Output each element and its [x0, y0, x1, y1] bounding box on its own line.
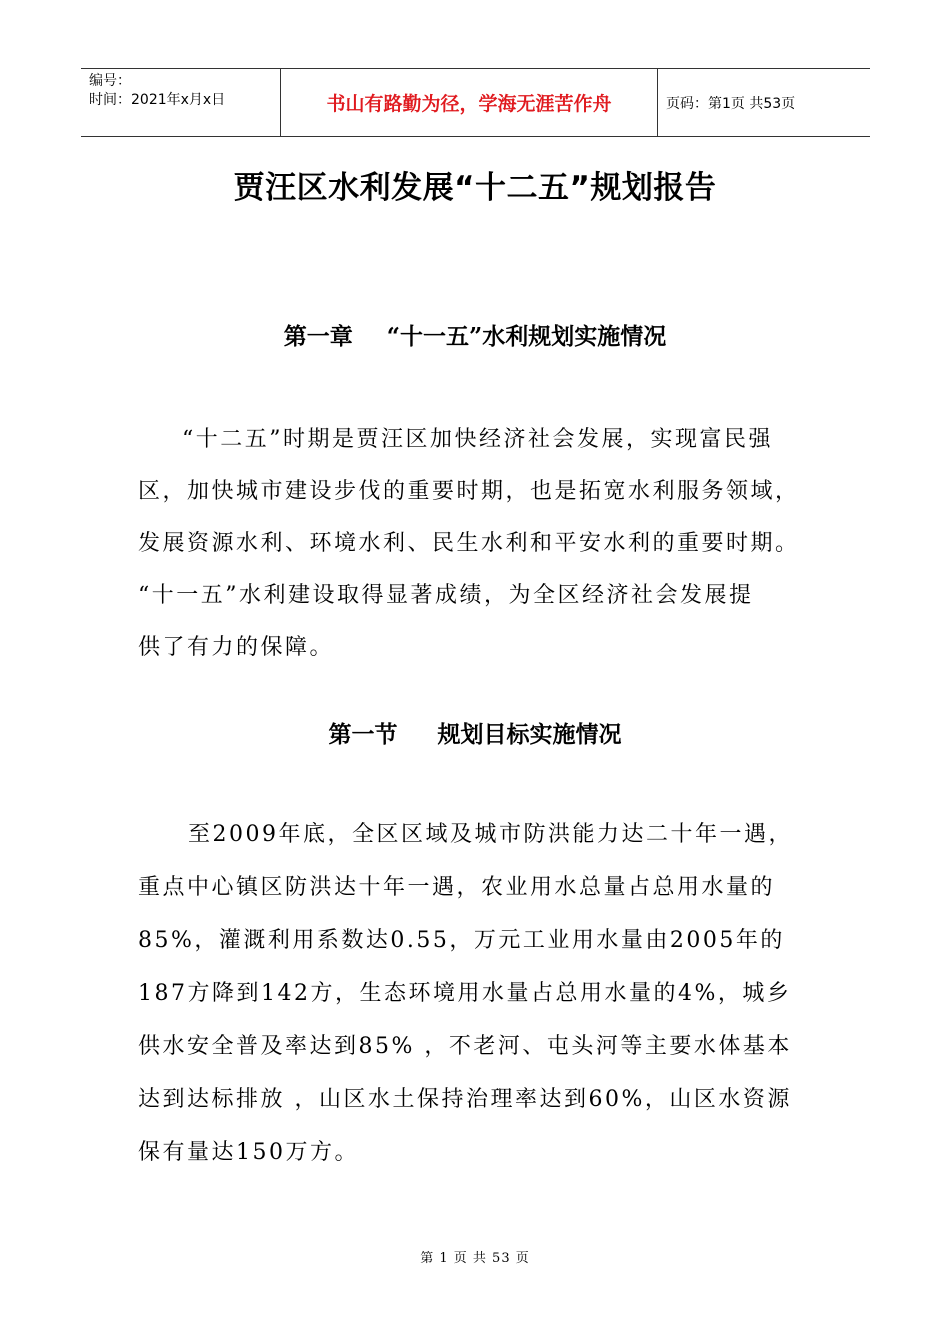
- chapter-title: “十一五”水利规划实施情况: [386, 323, 667, 350]
- paragraph-targets: [138, 808, 814, 1179]
- paragraph-line: 85%，灌溉利用系数达0.55，万元工业用水量由2005年的: [138, 928, 785, 953]
- motto-text: 书山有路勤为径，学海无涯苦作舟: [326, 93, 612, 115]
- paragraph-intro: [138, 414, 814, 674]
- paragraph-line: 供水安全普及率达到85% ，不老河、屯头河等主要水体基本: [138, 1034, 792, 1059]
- paragraph-line: 187方降到142方，生态环境用水量占总用水量的4%，城乡: [138, 981, 792, 1006]
- page-info: 页码：第1页 共53页: [666, 95, 796, 112]
- section-title: 规划目标实施情况: [437, 721, 622, 748]
- header-meta-cell: [81, 69, 281, 136]
- section-heading: [0, 716, 950, 749]
- paragraph-line: “十二五”时期是贾汪区加快经济社会发展，实现富民强: [182, 427, 773, 452]
- section-number: 第一节: [328, 721, 398, 748]
- chapter-number: 第一章: [283, 323, 353, 350]
- header-page-cell: [658, 69, 870, 136]
- number-label: 编号：: [89, 73, 131, 89]
- paragraph-line: 达到达标排放 ，山区水土保持治理率达到60%，山区水资源: [138, 1087, 792, 1112]
- paragraph-line: 区，加快城市建设步伐的重要时期，也是拓宽水利服务领域，: [138, 479, 800, 504]
- document-title: 贾汪区水利发展“十二五”规划报告: [233, 170, 717, 206]
- paragraph-line: 发展资源水利、环境水利、民生水利和平安水利的重要时期。: [138, 531, 800, 556]
- paragraph-line: 至2009年底，全区区域及城市防洪能力达二十年一遇，: [188, 822, 793, 847]
- page-footer: 第 1 页 共 53 页: [420, 1251, 530, 1266]
- header-motto-cell: [281, 69, 658, 136]
- header-table: [81, 68, 870, 137]
- time-label: 时间：2021年x月x日: [89, 92, 226, 108]
- paragraph-line: 保有量达150万方。: [138, 1140, 359, 1165]
- paragraph-line: “十一五”水利建设取得显著成绩，为全区经济社会发展提: [138, 583, 754, 608]
- paragraph-line: 供了有力的保障。: [138, 635, 335, 660]
- chapter-heading: [0, 318, 950, 351]
- paragraph-line: 重点中心镇区防洪达十年一遇，农业用水总量占总用水量的: [138, 875, 776, 900]
